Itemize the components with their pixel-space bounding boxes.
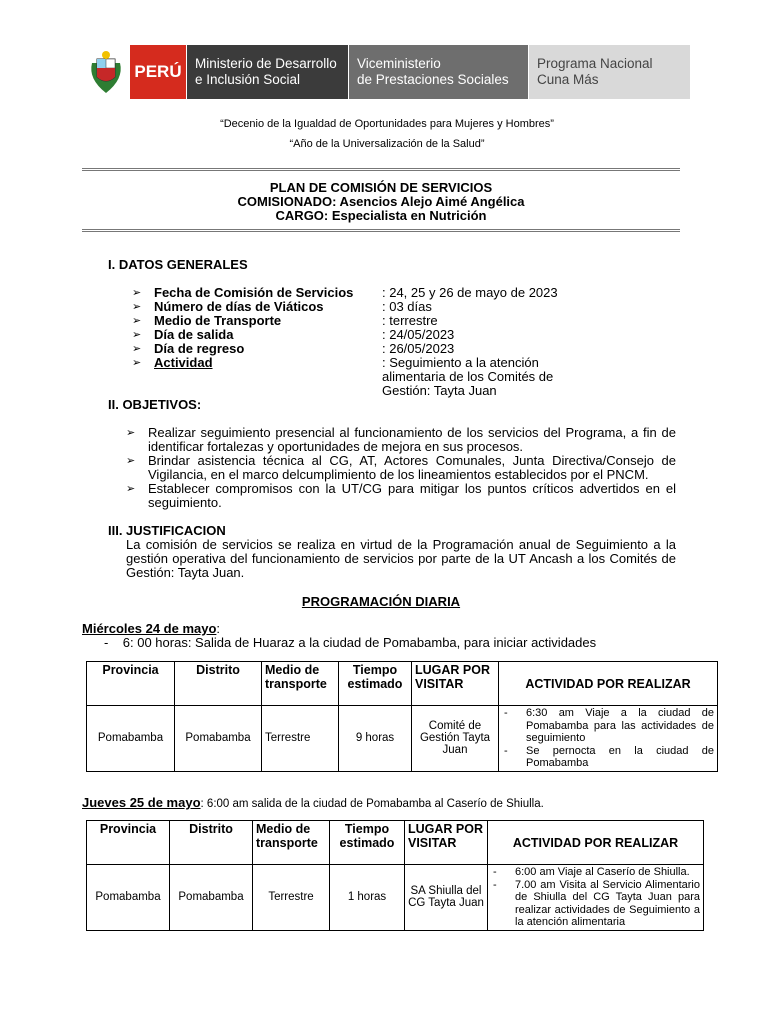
- objective-item: ➢ Establecer compromisos con la UT/CG para mitigar los puntos críticos advertidos en el seguimiento.: [126, 482, 676, 510]
- program-block: Programa Nacional Cuna Más: [528, 45, 690, 99]
- section-1-heading: I. DATOS GENERALES: [108, 257, 248, 272]
- objective-item: ➢ Realizar seguimiento presencial al funcionamiento de los servicios del Programa, a fin de identificar fortalezas y oportunidades de mejora en sus procesos.: [126, 426, 676, 454]
- vice-ministry-block: Viceministerio de Prestaciones Sociales: [348, 45, 528, 99]
- daily-schedule-title: PROGRAMACIÓN DIARIA: [301, 594, 461, 609]
- day2-heading: Jueves 25 de mayo: 6:00 am salida de la ciudad de Pomabamba al Caserío de Shiulla.: [82, 795, 544, 810]
- top-divider: [82, 168, 680, 171]
- justification-text: La comisión de servicios se realiza en virtud de la Programación anual de Seguimiento a la gestión operativa del funcionamiento de servicios por parte de la UT Ancash a los Comités de Gestión: Tayta Juan.: [126, 537, 676, 580]
- position-line: CARGO: Especialista en Nutrición: [275, 208, 487, 223]
- bottom-divider: [82, 229, 680, 232]
- objectives-list: [126, 426, 676, 510]
- day2-table: Provincia Distrito Medio de transporte Tiempo estimado LUGAR POR VISITAR ACTIVIDAD POR REALIZAR Pomabamba Pomabamba Terrestre 1 horas SA Shiulla del CG Tayta Juan - 6:00 am Viaje al Caserío de Shiulla. - 7.00 am Visita al Servicio Alimentario de Shiulla del CG Tayta Juan para realizar actividades de Seguimiento a la atención alimentaria: [86, 820, 704, 931]
- general-data-list: ➢ Fecha de Comisión de Servicios : 24, 25 y 26 de mayo de 2023 ➢ Número de días de Viáticos : 03 días ➢ Medio de Transporte : terrestre ➢ Día de salida : 24/05/2023 ➢ Día de regreso : 26/05/2023 ➢ Actividad : Seguimiento a la atención alimentaria de los Comités de Gestión: Tayta Juan: [132, 286, 582, 398]
- table-row: Pomabamba Pomabamba Terrestre 9 horas Comité de Gestión Tayta Juan - 6:30 am Viaje a la ciudad de Pomabamba para las actividades de seguimiento - Se pernocta en la ciudad de Pomabamba: [87, 706, 718, 772]
- peru-brand: PERÚ: [130, 45, 186, 99]
- section-3-heading: III. JUSTIFICACION: [108, 523, 226, 538]
- table-row: Pomabamba Pomabamba Terrestre 1 horas SA Shiulla del CG Tayta Juan - 6:00 am Viaje al Caserío de Shiulla. - 7.00 am Visita al Servicio Alimentario de Shiulla del CG Tayta Juan para realizar actividades de Seguimiento a la atención alimentaria: [87, 865, 704, 931]
- coat-of-arms-icon: [82, 45, 130, 99]
- year-line: “Año de la Universalización de la Salud”: [289, 138, 485, 150]
- ministry-block: Ministerio de Desarrollo e Inclusión Social: [186, 45, 348, 99]
- objective-item: ➢ Brindar asistencia técnica al CG, AT, Actores Comunales, Junta Directiva/Consejo de Vigilancia, en el marco delcumplimiento de los lineamientos establecidos por el PNCM.: [126, 454, 676, 482]
- plan-title: PLAN DE COMISIÓN DE SERVICIOS: [269, 180, 493, 195]
- day1-heading: Miércoles 24 de mayo:: [82, 621, 221, 636]
- commissioned-line: COMISIONADO: Asencios Alejo Aimé Angélica: [237, 194, 525, 209]
- day1-note: - 6: 00 horas: Salida de Huaraz a la ciudad de Pomabamba, para iniciar actividades: [104, 635, 597, 650]
- header-banner: [82, 45, 692, 99]
- day1-table: Provincia Distrito Medio de transporte Tiempo estimado LUGAR POR VISITAR ACTIVIDAD POR REALIZAR Pomabamba Pomabamba Terrestre 9 horas Comité de Gestión Tayta Juan - 6:30 am Viaje a la ciudad de Pomabamba para las actividades de seguimiento - Se pernocta en la ciudad de Pomabamba: [86, 661, 718, 772]
- section-2-heading: II. OBJETIVOS:: [108, 397, 202, 412]
- decade-line: “Decenio de la Igualdad de Oportunidades para Mujeres y Hombres”: [220, 118, 554, 130]
